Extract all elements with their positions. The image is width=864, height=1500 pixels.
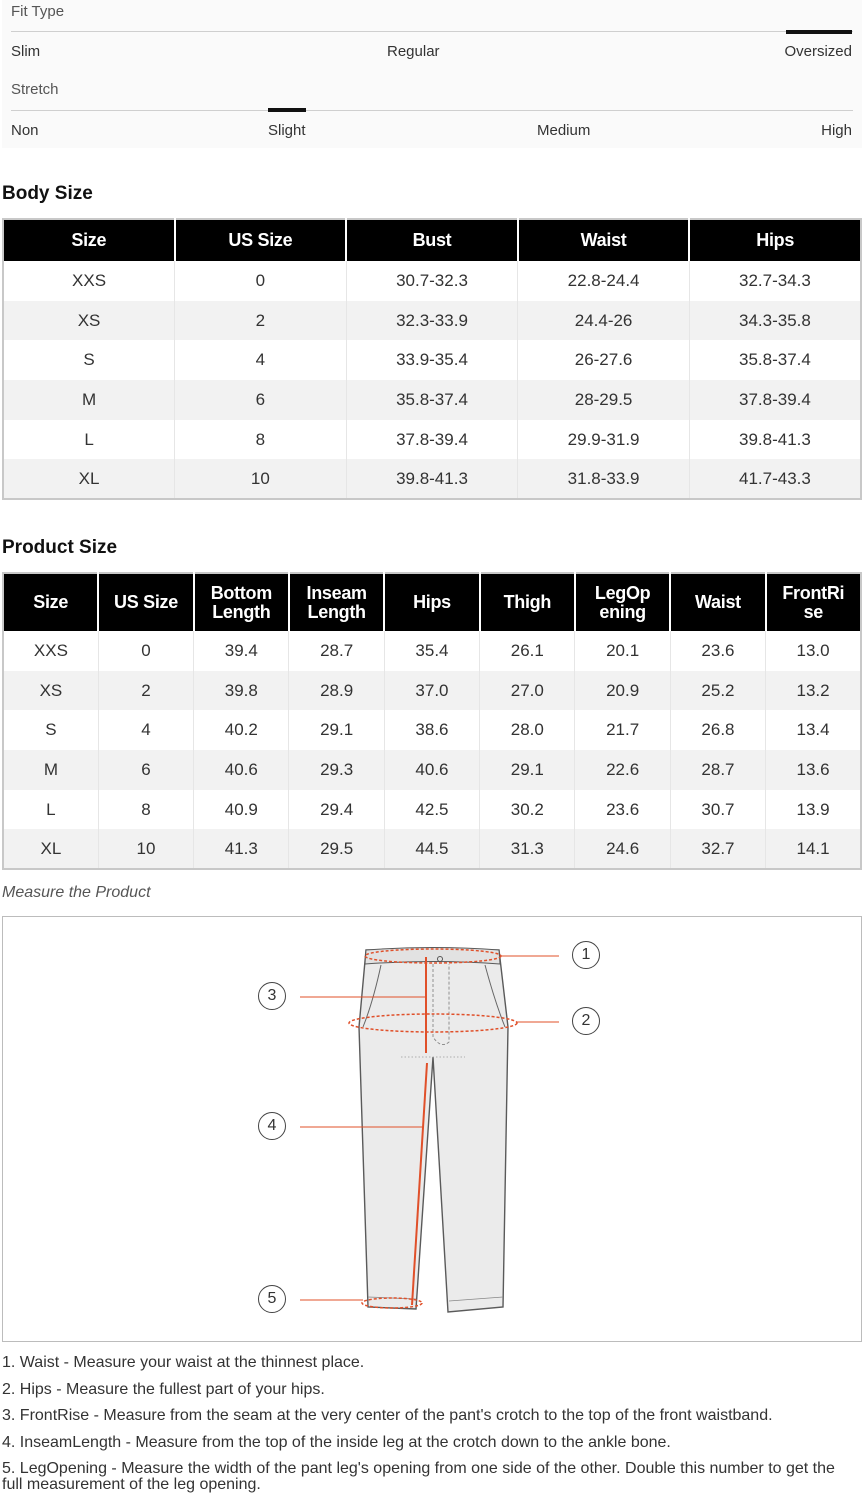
column-header: [3, 219, 175, 261]
table-cell: 20.1: [575, 631, 670, 671]
table-row: [3, 340, 861, 380]
table-cell: 14.1: [766, 829, 861, 869]
table-cell: 27.0: [480, 671, 575, 711]
table-cell: 44.5: [384, 829, 479, 869]
table-cell: S: [83, 350, 95, 370]
fit-type-label-oversized: Oversized: [784, 43, 852, 60]
table-cell: XL: [3, 459, 175, 499]
table-cell: 28.9: [289, 671, 384, 711]
table-header-row: [3, 573, 861, 631]
product-size-table: [2, 572, 862, 870]
column-header-text: US Size: [228, 230, 293, 250]
column-header-text: ening: [599, 601, 646, 622]
callout-3: 3: [258, 982, 286, 1010]
table-cell: S: [45, 720, 57, 740]
table-cell: 30.7: [670, 790, 765, 830]
table-row: [3, 671, 861, 711]
table-cell: 41.7-43.3: [689, 459, 861, 499]
fit-stretch-scales: [2, 0, 862, 148]
table-cell: 39.8-41.3: [689, 420, 861, 460]
table-cell: 25.2: [670, 671, 765, 711]
stretch-label-slight: Slight: [268, 122, 306, 139]
table-row: [3, 710, 861, 750]
table-row: [3, 420, 861, 460]
product-size-title: Product Size: [2, 537, 118, 558]
column-header: [289, 573, 384, 631]
table-cell: 13.4: [766, 710, 861, 750]
stretch-label-high: High: [821, 122, 852, 139]
callout-2: 2: [572, 1007, 600, 1035]
callout-5: 5: [258, 1285, 286, 1313]
table-row: [3, 380, 861, 420]
table-cell: 39.8-41.3: [346, 459, 518, 499]
callout-1: 1: [572, 941, 600, 969]
table-row: [3, 790, 861, 830]
table-cell: 2: [175, 301, 347, 341]
stretch-title: Stretch: [11, 81, 59, 98]
table-row: [3, 261, 861, 301]
column-header: [3, 573, 98, 631]
column-header: [480, 573, 575, 631]
column-header: [689, 219, 861, 261]
column-header-text: Hips: [756, 230, 795, 250]
table-cell: L: [84, 429, 94, 449]
table-cell: 0: [175, 261, 347, 301]
table-cell: 13.2: [766, 671, 861, 711]
table-cell: 2: [98, 671, 193, 711]
stretch-label-non: Non: [11, 122, 39, 139]
table-cell: 38.6: [384, 710, 479, 750]
table-cell: 32.3-33.9: [346, 301, 518, 341]
stretch-track: [11, 110, 853, 111]
table-cell: 35.8-37.4: [689, 340, 861, 380]
table-cell: 40.9: [194, 790, 289, 830]
column-header-text: Length: [212, 601, 271, 622]
table-cell: 31.8-33.9: [518, 459, 690, 499]
table-cell: XXS: [33, 640, 68, 660]
fit-type-title: Fit Type: [11, 3, 65, 20]
table-cell: 32.7-34.3: [689, 261, 861, 301]
column-header: [518, 219, 690, 261]
table-cell: 40.2: [194, 710, 289, 750]
column-header-text: se: [803, 601, 824, 622]
column-header-text: Size: [71, 230, 107, 250]
note-leg-opening: 5. LegOpening - Measure the width of the pant leg's opening from one side of the other. Double this number to get the full measurement of the leg opening.: [2, 1460, 835, 1493]
column-header-text: Hips: [413, 592, 451, 612]
column-header-text: LegOp: [594, 582, 651, 603]
table-cell: XXS: [72, 270, 107, 290]
table-cell: 8: [98, 790, 193, 830]
measure-caption: Measure the Product: [2, 884, 151, 901]
table-cell: M: [3, 380, 175, 420]
fit-type-label-slim: Slim: [11, 43, 41, 60]
table-cell: M: [3, 750, 98, 790]
table-cell: 28-29.5: [518, 380, 690, 420]
column-header: [670, 573, 765, 631]
table-cell: 28.7: [289, 631, 384, 671]
table-cell: 39.4: [194, 631, 289, 671]
column-header-text: US Size: [114, 592, 178, 612]
table-cell: 10: [175, 459, 347, 499]
table-cell: 22.8-24.4: [518, 261, 690, 301]
table-cell: 37.0: [384, 671, 479, 711]
column-header: [384, 573, 479, 631]
table-cell: 29.3: [289, 750, 384, 790]
note-front-rise: 3. FrontRise - Measure from the seam at the very center of the pant's crotch to the top of the front waistband.: [2, 1407, 773, 1424]
table-cell: 24.6: [575, 829, 670, 869]
table-cell: 40.6: [194, 750, 289, 790]
fit-type-track: [11, 31, 853, 32]
fit-type-marker: [786, 30, 852, 34]
table-cell: 29.5: [289, 829, 384, 869]
table-cell: 8: [175, 420, 347, 460]
table-cell: 28.7: [670, 750, 765, 790]
column-header: [346, 219, 518, 261]
table-cell: 20.9: [575, 671, 670, 711]
table-cell: 30.2: [480, 790, 575, 830]
table-row: [3, 459, 861, 499]
table-row: [3, 631, 861, 671]
note-hips: 2. Hips - Measure the fullest part of your hips.: [2, 1380, 325, 1398]
note-inseam: 4. InseamLength - Measure from the top of the inside leg at the crotch down to the ankle bone.: [2, 1433, 671, 1451]
column-header-text: Inseam: [306, 582, 367, 603]
table-cell: XS: [3, 301, 175, 341]
table-cell: 40.6: [384, 750, 479, 790]
stretch-label-medium: Medium: [537, 122, 591, 139]
table-cell: 4: [175, 340, 347, 380]
fit-type-label-regular: Regular: [387, 43, 440, 60]
column-header: [194, 573, 289, 631]
column-header-text: Size: [33, 592, 69, 612]
table-row: [3, 829, 861, 869]
pants-outline: [359, 950, 508, 1312]
column-header: [175, 219, 347, 261]
table-cell: 6: [98, 750, 193, 790]
table-cell: XS: [3, 671, 98, 711]
table-row: [3, 301, 861, 341]
table-cell: 29.4: [289, 790, 384, 830]
table-cell: 0: [98, 631, 193, 671]
measurement-notes: [2, 1355, 852, 1500]
table-cell: 39.8: [194, 671, 289, 711]
column-header-text: FrontRi: [782, 582, 845, 603]
column-header-text: Waist: [580, 230, 627, 250]
column-header-text: Bottom: [210, 582, 272, 603]
column-header: [98, 573, 193, 631]
table-cell: 35.8-37.4: [346, 380, 518, 420]
table-cell: 26.8: [670, 710, 765, 750]
note-waist: 1. Waist - Measure your waist at the thinnest place.: [2, 1354, 365, 1371]
table-cell: 23.6: [575, 790, 670, 830]
table-cell: 29.1: [480, 750, 575, 790]
stretch-marker: [268, 108, 306, 112]
table-cell: 21.7: [575, 710, 670, 750]
table-cell: 26.1: [480, 631, 575, 671]
measurement-diagram: [2, 916, 862, 1342]
pants-illustration: [3, 917, 863, 1343]
table-row: [3, 750, 861, 790]
body-size-title: Body Size: [2, 183, 93, 204]
table-cell: 26-27.6: [518, 340, 690, 380]
table-cell: 28.0: [480, 710, 575, 750]
table-cell: 4: [98, 710, 193, 750]
table-cell: 13.9: [766, 790, 861, 830]
table-cell: 33.9-35.4: [346, 340, 518, 380]
table-cell: 31.3: [480, 829, 575, 869]
table-cell: 37.8-39.4: [689, 380, 861, 420]
table-cell: 29.1: [289, 710, 384, 750]
table-cell: 13.0: [766, 631, 861, 671]
table-cell: L: [46, 799, 56, 819]
column-header-text: Length: [307, 601, 366, 622]
table-cell: 34.3-35.8: [689, 301, 861, 341]
column-header-text: Bust: [412, 230, 452, 250]
table-cell: 35.4: [384, 631, 479, 671]
table-cell: 32.7: [670, 829, 765, 869]
table-cell: 37.8-39.4: [346, 420, 518, 460]
table-cell: 6: [175, 380, 347, 420]
table-cell: 42.5: [384, 790, 479, 830]
table-cell: XL: [3, 829, 98, 869]
table-cell: 13.6: [766, 750, 861, 790]
table-cell: 41.3: [194, 829, 289, 869]
table-header-row: [3, 219, 861, 261]
table-cell: 29.9-31.9: [518, 420, 690, 460]
table-cell: 23.6: [670, 631, 765, 671]
column-header: [766, 573, 861, 631]
column-header: [575, 573, 670, 631]
table-cell: 24.4-26: [518, 301, 690, 341]
column-header-text: Waist: [695, 592, 741, 612]
table-cell: 10: [98, 829, 193, 869]
callout-4: 4: [258, 1112, 286, 1140]
table-cell: 22.6: [575, 750, 670, 790]
column-header-text: Thigh: [503, 592, 552, 612]
body-size-table: [2, 218, 862, 500]
table-cell: 30.7-32.3: [346, 261, 518, 301]
